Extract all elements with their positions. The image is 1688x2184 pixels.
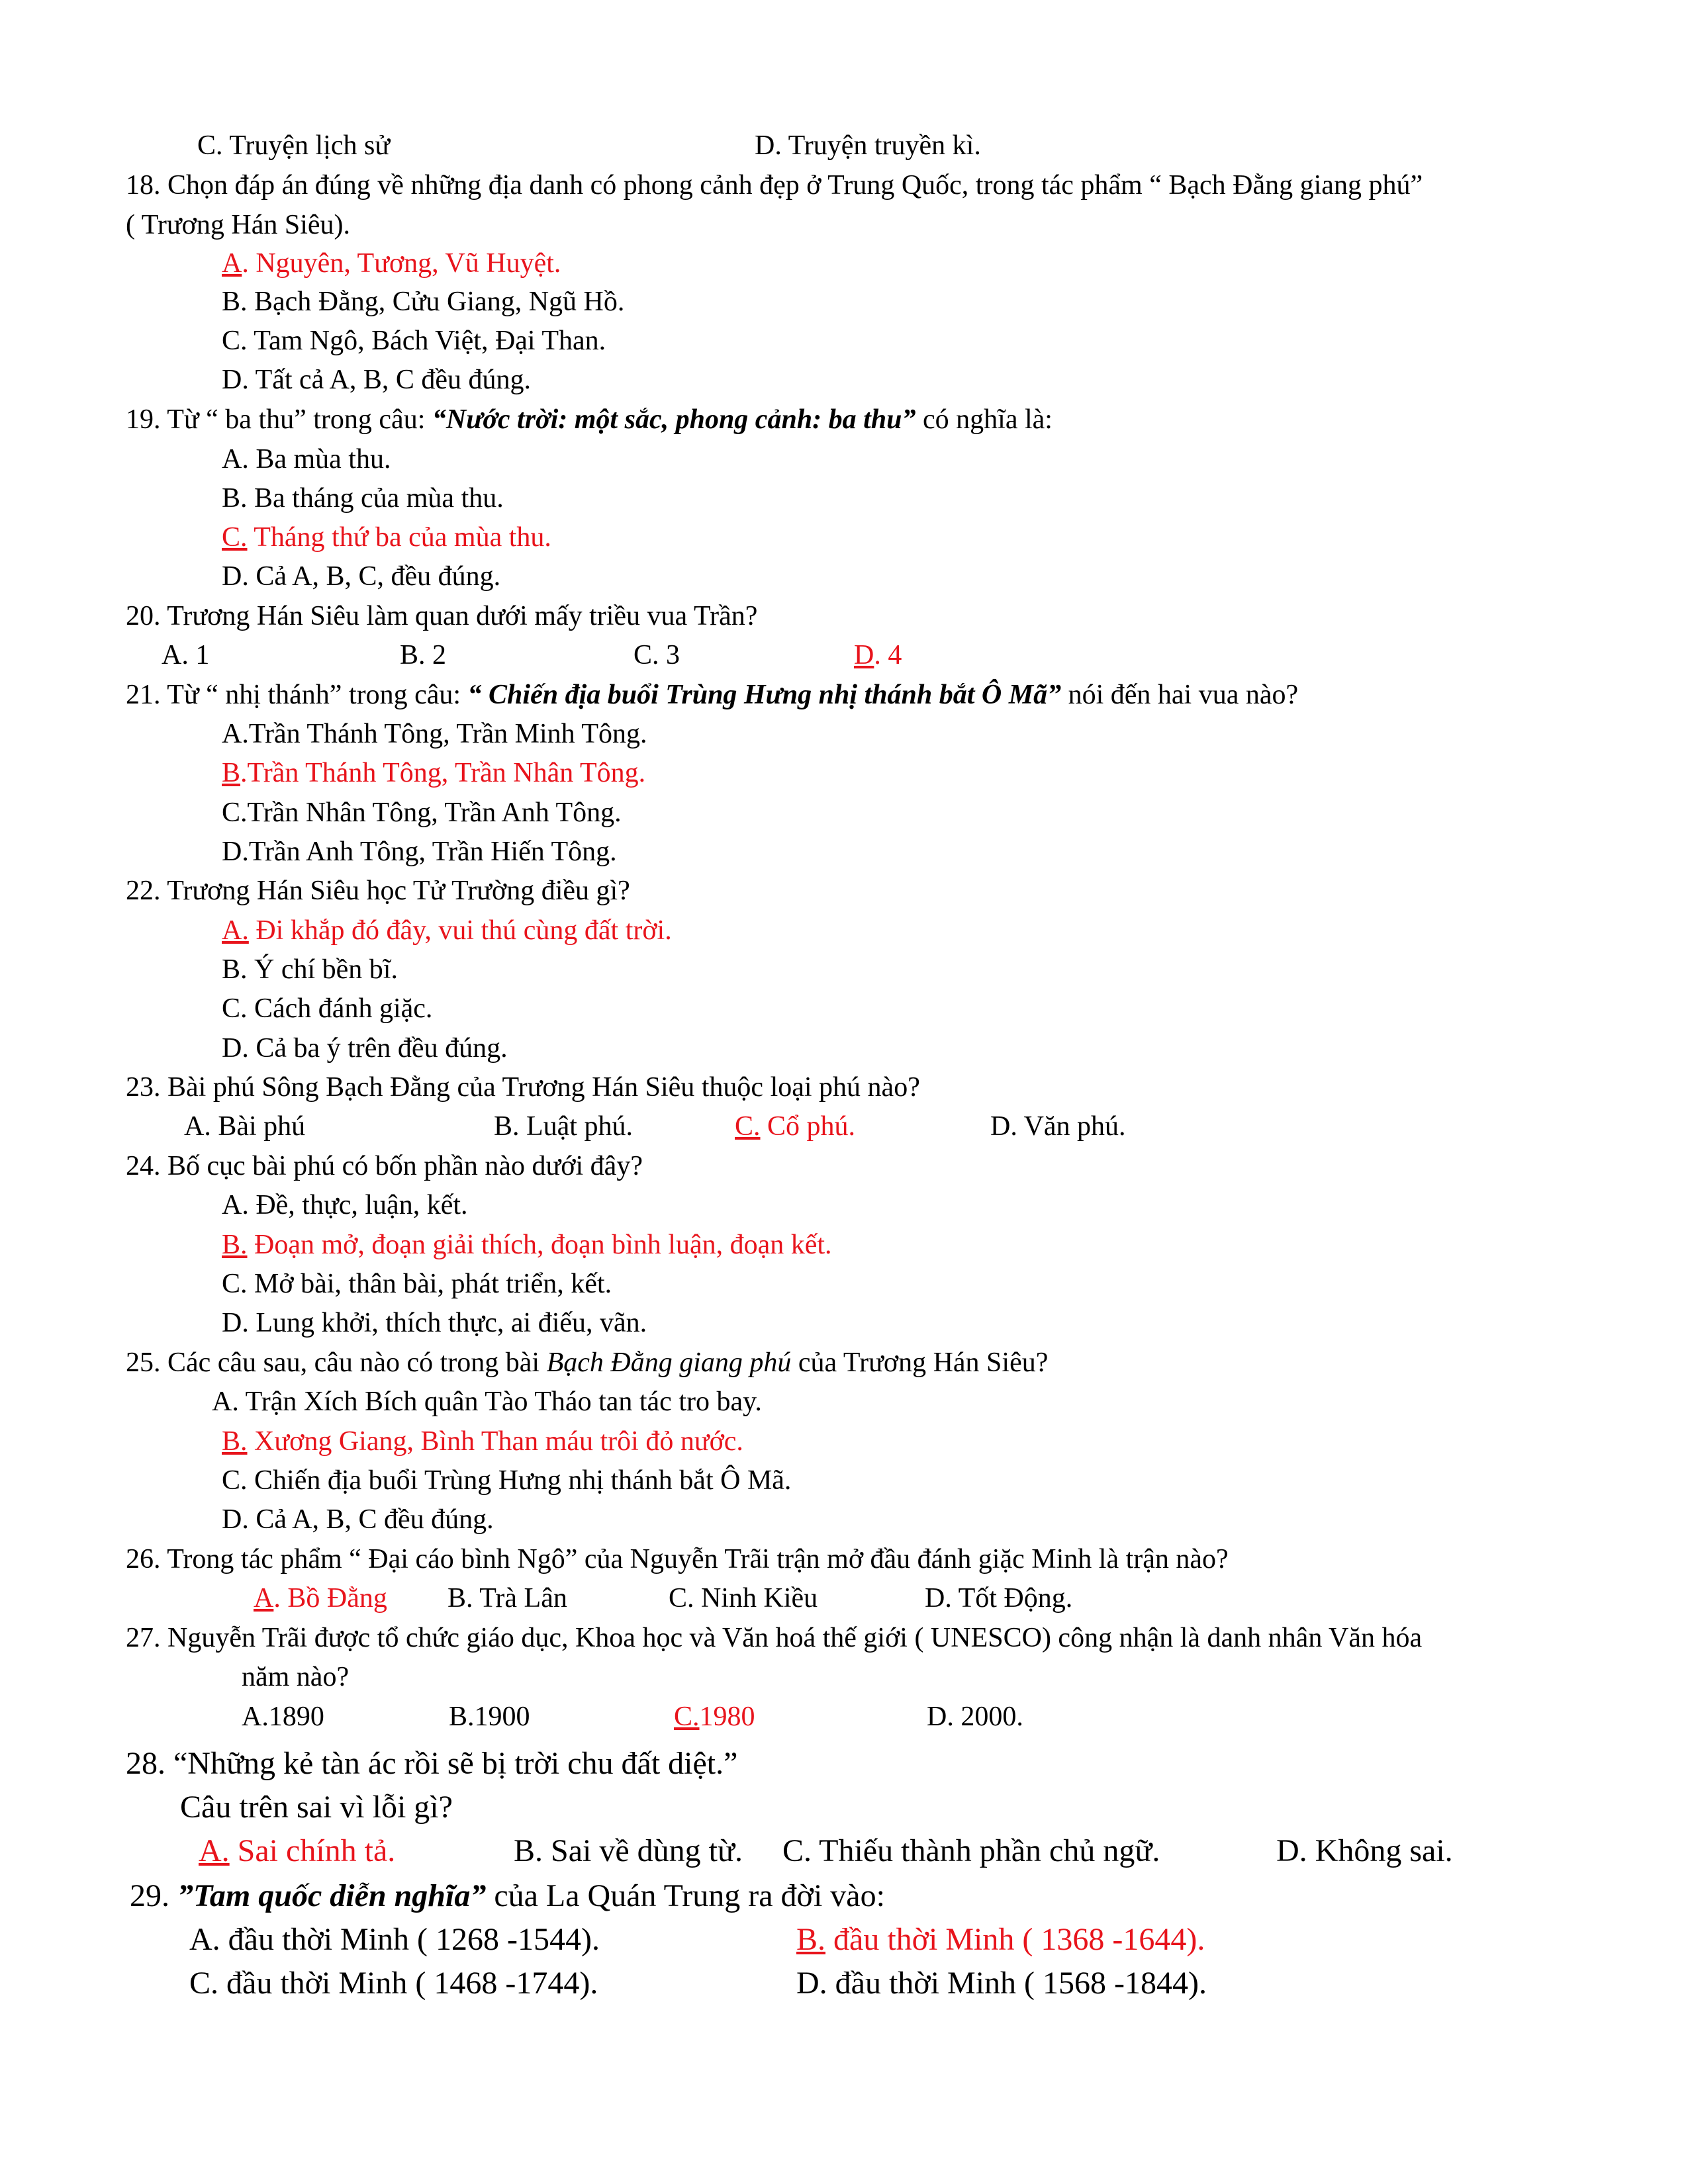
- answer-letter: C.: [674, 1702, 700, 1732]
- q25-work-title: Bạch Đằng giang phú: [546, 1347, 792, 1378]
- q18-option-b: B. Bạch Đằng, Cửu Giang, Ngũ Hồ.: [222, 287, 625, 317]
- answer-letter: C.: [735, 1111, 761, 1142]
- q27-option-c: [674, 1698, 755, 1735]
- question-18-cont: ( Trương Hán Siêu).: [126, 210, 350, 240]
- q22-option-c: C. Cách đánh giặc.: [222, 993, 433, 1024]
- answer-text: Sai chính tả.: [229, 1833, 396, 1868]
- q27-option-b: B.1900: [449, 1702, 530, 1732]
- question-21: [126, 676, 1298, 713]
- question-24: 24. Bố cục bài phú có bốn phần nào dưới đây?: [126, 1151, 643, 1181]
- question-20: 20. Trương Hán Siêu làm quan dưới mấy triều vua Trần?: [126, 601, 758, 631]
- answer-letter: C.: [222, 522, 248, 553]
- q28-option-c: C. Thiếu thành phần chủ ngữ.: [782, 1833, 1160, 1868]
- q25-option-c: C. Chiến địa buổi Trùng Hưng nhị thánh bắt Ô Mã.: [222, 1465, 792, 1496]
- q22-option-d: D. Cả ba ý trên đều đúng.: [222, 1033, 508, 1064]
- q18-option-d: D. Tất cả A, B, C đều đúng.: [222, 365, 532, 395]
- answer-text: . Bồ Đằng: [273, 1583, 387, 1614]
- q29-option-b: [796, 1919, 1205, 1960]
- answer-letter: A.: [222, 915, 249, 946]
- q25-option-a: A. Trận Xích Bích quân Tào Tháo tan tác tro bay.: [212, 1387, 762, 1417]
- answer-text: . 4: [874, 640, 902, 670]
- q17-option-c: C. Truyện lịch sử: [197, 130, 391, 161]
- answer-letter: A: [222, 248, 242, 279]
- q27-option-d: D. 2000.: [927, 1702, 1023, 1732]
- q28-option-d: D. Không sai.: [1276, 1833, 1453, 1868]
- q17-option-d: D. Truyện truyền kì.: [755, 130, 981, 161]
- q29-number: 29.: [130, 1878, 177, 1913]
- q23-option-b: B. Luật phú.: [494, 1111, 633, 1142]
- q19-prefix: 19. Từ “ ba thu” trong câu:: [126, 404, 432, 435]
- q29-work-title: ”Tam quốc diễn nghĩa”: [177, 1878, 487, 1913]
- q25-option-d: D. Cả A, B, C đều đúng.: [222, 1504, 494, 1535]
- answer-text: Xương Giang, Bình Than máu trôi đỏ nước.: [247, 1426, 743, 1457]
- answer-letter: A.: [199, 1833, 230, 1868]
- q23-option-a: A. Bài phú: [184, 1111, 306, 1142]
- q20-option-c: C. 3: [633, 640, 680, 670]
- answer-letter: D: [854, 640, 874, 670]
- q20-option-d: [854, 637, 902, 674]
- q21-option-a: A.Trần Thánh Tông, Trần Minh Tông.: [222, 719, 647, 749]
- answer-letter: B.: [222, 1426, 248, 1457]
- q19-quote: “Nước trời: một sắc, phong cảnh: ba thu”: [432, 404, 916, 435]
- q18-option-c: C. Tam Ngô, Bách Việt, Đại Than.: [222, 326, 606, 356]
- q26-option-c: C. Ninh Kiều: [669, 1583, 818, 1614]
- q28-option-a: [199, 1831, 395, 1872]
- q25-prefix: 25. Các câu sau, câu nào có trong bài: [126, 1347, 547, 1378]
- q19-suffix: có nghĩa là:: [915, 404, 1053, 435]
- q21-option-d: D.Trần Anh Tông, Trần Hiến Tông.: [222, 837, 617, 867]
- q19-option-a: A. Ba mùa thu.: [222, 444, 391, 475]
- q19-option-c: [222, 519, 551, 556]
- q26-option-a: [254, 1580, 387, 1617]
- q21-prefix: 21. Từ “ nhị thánh” trong câu:: [126, 680, 468, 710]
- q24-option-d: D. Lung khởi, thích thực, ai điếu, vãn.: [222, 1308, 647, 1338]
- q18-option-a: [222, 245, 561, 282]
- question-19: [126, 401, 1053, 438]
- q28-option-b: B. Sai về dùng từ.: [514, 1833, 743, 1868]
- answer-text: Đoạn mở, đoạn giải thích, đoạn bình luận, đoạn kết.: [247, 1230, 832, 1260]
- q21-suffix: nói đến hai vua nào?: [1061, 680, 1299, 710]
- q20-option-a: A. 1: [162, 640, 210, 670]
- answer-letter: B.: [222, 1230, 248, 1260]
- answer-text: 1980: [699, 1702, 755, 1732]
- q25-option-b: [222, 1423, 743, 1460]
- q19-option-d: D. Cả A, B, C, đều đúng.: [222, 561, 501, 592]
- q29-option-d: D. đầu thời Minh ( 1568 -1844).: [796, 1966, 1207, 2001]
- q23-option-c: [735, 1108, 855, 1145]
- answer-text: .Trần Thánh Tông, Trần Nhân Tông.: [240, 758, 646, 788]
- answer-letter: B: [222, 758, 241, 788]
- question-28-cont: Câu trên sai vì lỗi gì?: [180, 1790, 453, 1825]
- q22-option-a: [222, 912, 672, 949]
- question-26: 26. Trong tác phẩm “ Đại cáo bình Ngô” của Nguyễn Trãi trận mở đầu đánh giặc Minh là trận nào?: [126, 1544, 1229, 1574]
- answer-letter: A: [254, 1583, 274, 1614]
- answer-letter: B.: [796, 1922, 826, 1957]
- question-27-cont: năm nào?: [242, 1662, 350, 1692]
- answer-text: đầu thời Minh ( 1368 -1644).: [825, 1922, 1205, 1957]
- question-23: 23. Bài phú Sông Bạch Đằng của Trương Hán Siêu thuộc loại phú nào?: [126, 1072, 920, 1103]
- question-27: 27. Nguyễn Trãi được tổ chức giáo dục, Khoa học và Văn hoá thế giới ( UNESCO) công nhận là danh nhân Văn hóa: [126, 1623, 1423, 1653]
- q22-option-b: B. Ý chí bền bĩ.: [222, 954, 398, 985]
- q24-option-c: C. Mở bài, thân bài, phát triển, kết.: [222, 1269, 612, 1299]
- answer-text: Tháng thứ ba của mùa thu.: [247, 522, 551, 553]
- q19-option-b: B. Ba tháng của mùa thu.: [222, 483, 504, 514]
- question-18: 18. Chọn đáp án đúng về những địa danh có phong cảnh đẹp ở Trung Quốc, trong tác phẩm “ Bạch Đằng giang phú”: [126, 170, 1423, 201]
- answer-text: Đi khắp đó đây, vui thú cùng đất trời.: [248, 915, 672, 946]
- answer-text: Cổ phú.: [760, 1111, 856, 1142]
- question-25: [126, 1344, 1048, 1381]
- question-28: 28. “Những kẻ tàn ác rồi sẽ bị trời chu đất diệt.”: [126, 1746, 738, 1781]
- q21-quote: “ Chiến địa buổi Trùng Hưng nhị thánh bắt Ô Mã”: [467, 680, 1062, 710]
- q29-option-c: C. đầu thời Minh ( 1468 -1744).: [189, 1966, 598, 2001]
- q26-option-d: D. Tốt Động.: [925, 1583, 1073, 1614]
- q20-option-b: B. 2: [400, 640, 447, 670]
- q29-option-a: A. đầu thời Minh ( 1268 -1544).: [189, 1922, 600, 1957]
- q24-option-a: A. Đề, thực, luận, kết.: [222, 1190, 468, 1220]
- q29-suffix: của La Quán Trung ra đời vào:: [486, 1878, 885, 1913]
- q21-option-c: C.Trần Nhân Tông, Trần Anh Tông.: [222, 797, 622, 828]
- q27-option-a: A.1890: [242, 1702, 324, 1732]
- q21-option-b: [222, 754, 645, 792]
- q23-option-d: D. Văn phú.: [990, 1111, 1126, 1142]
- q25-suffix: của Trương Hán Siêu?: [791, 1347, 1049, 1378]
- question-22: 22. Trương Hán Siêu học Tử Trường điều gì?: [126, 876, 630, 906]
- q24-option-b: [222, 1226, 832, 1263]
- answer-text: . Nguyên, Tương, Vũ Huyệt.: [242, 248, 561, 279]
- question-29: [130, 1876, 885, 1917]
- q26-option-b: B. Trà Lân: [447, 1583, 567, 1614]
